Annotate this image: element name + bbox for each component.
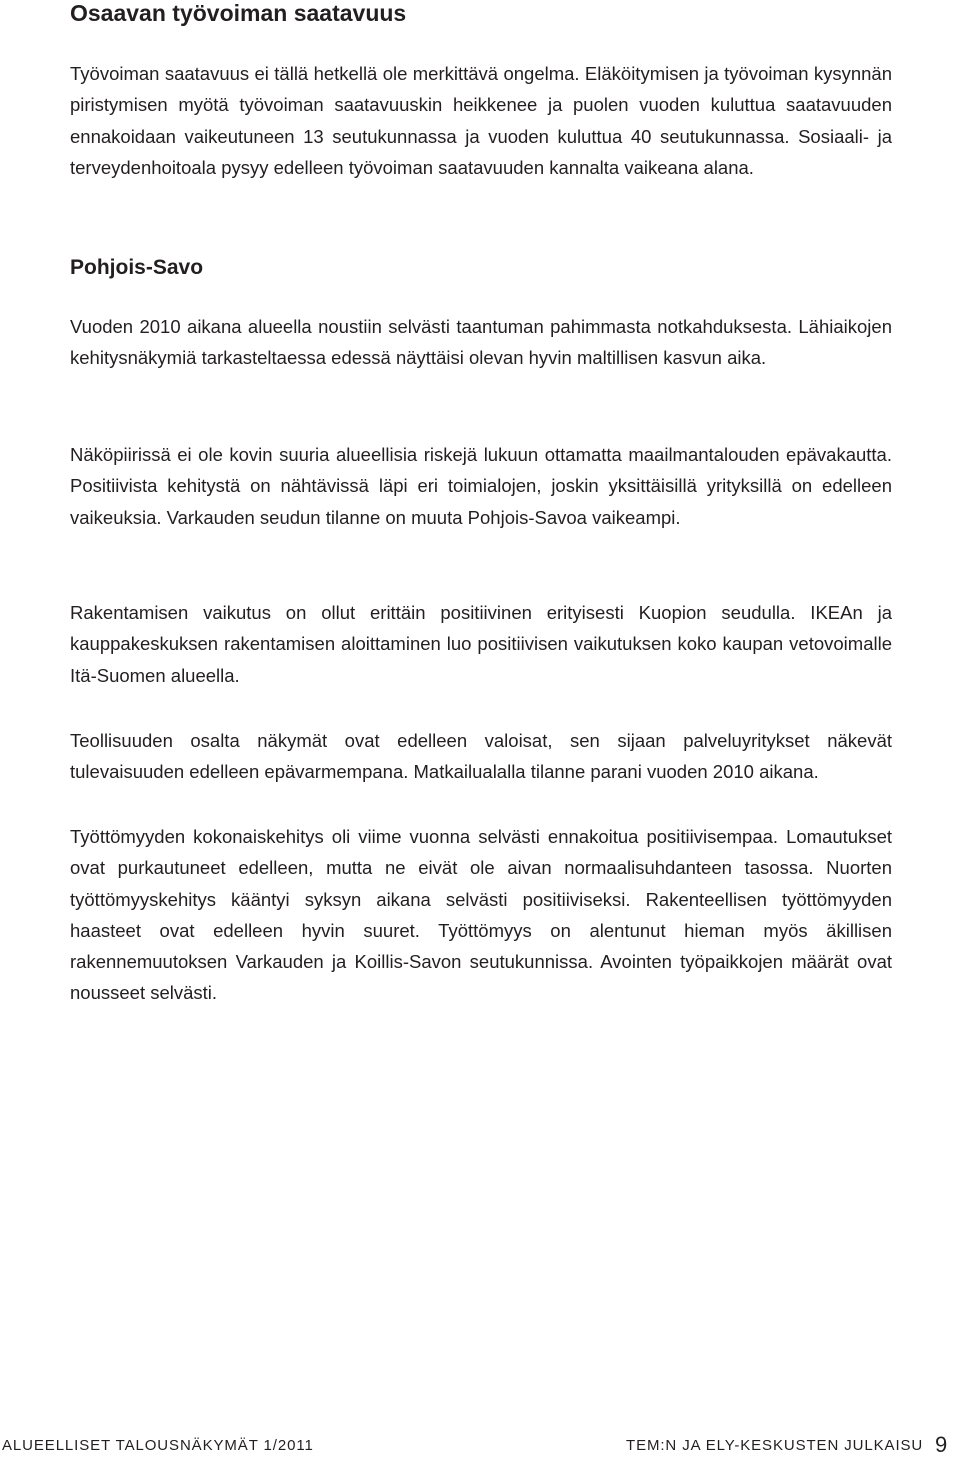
paragraph-industry: Teollisuuden osalta näkymät ovat edelleen valoisat, sen sijaan palveluyritykset näkevät tulevaisuuden edelleen epävarmempana. Matkailualalla tilanne parani vuoden 2010 aikana. — [70, 730, 892, 783]
paragraph-unemployment: Työttömyyden kokonaiskehitys oli viime vuonna selvästi ennakoitua positiivisempaa. Lomautukset ovat purkautuneet edelleen, mutta ne eivät ole aivan normaalisuhdanteen tasossa. Nuorten työttömyyskehitys kääntyi syksyn aikana selvästi positiiviseksi. Rakenteellisen työttömyyden haasteet ovat edelleen hyvin suuret. Työttömyys on alentunut hieman myös äkillisen rakennemuutoksen Varkauden ja Koillis-Savon seutukunnissa. Avointen työpaikkojen määrät ovat nousseet selvästi. — [70, 826, 892, 1004]
paragraph-labour-availability: Työvoiman saatavuus ei tällä hetkellä ole merkittävä ongelma. Eläköitymisen ja työvoiman kysynnän piristymisen myötä työvoiman saatavuuskin heikkenee ja puolen vuoden kuluttua saatavuuden ennakoidaan vaikeutuneen 13 seutukunnassa ja vuoden kuluttua 40 seutukunnassa. Sosiaali- ja terveydenhoitoala pysyy edelleen työvoiman saatavuuden kannalta vaikeana alana. — [70, 63, 892, 178]
region-title: Pohjois-Savo — [70, 256, 204, 279]
paragraph-region-risks: Näköpiirissä ei ole kovin suuria alueellisia riskejä lukuun ottamatta maailmantalouden epävakautta. Positiivista kehitystä on nähtävissä läpi eri toimialojen, joskin yksittäisillä yrityksillä on edelleen vaikeuksia. Varkauden seudun tilanne on muuta Pohjois-Savoa vaikeampi. — [70, 444, 892, 528]
section-title: Osaavan työvoiman saatavuus — [70, 0, 407, 26]
paragraph-region-outlook: Vuoden 2010 aikana alueella noustiin selvästi taantuman pahimmasta notkahduksesta. Lähiaikojen kehitysnäkymiä tarkasteltaessa edessä näyttäisi olevan hyvin maltillisen kasvun aika. — [70, 316, 892, 369]
footer-publication-title: ALUEELLISET TALOUSNÄKYMÄT 1/2011 — [2, 1437, 314, 1454]
footer-series-title: TEM:N JA ELY-KESKUSTEN JULKAISU — [626, 1437, 924, 1454]
page-number: 9 — [935, 1432, 948, 1457]
paragraph-construction: Rakentamisen vaikutus on ollut erittäin positiivinen erityisesti Kuopion seudulla. IKEAn ja kauppakeskuksen rakentamisen aloittaminen luo positiivisen vaikutuksen koko kaupan vetovoimalle Itä-Suomen alueella. — [70, 602, 892, 686]
